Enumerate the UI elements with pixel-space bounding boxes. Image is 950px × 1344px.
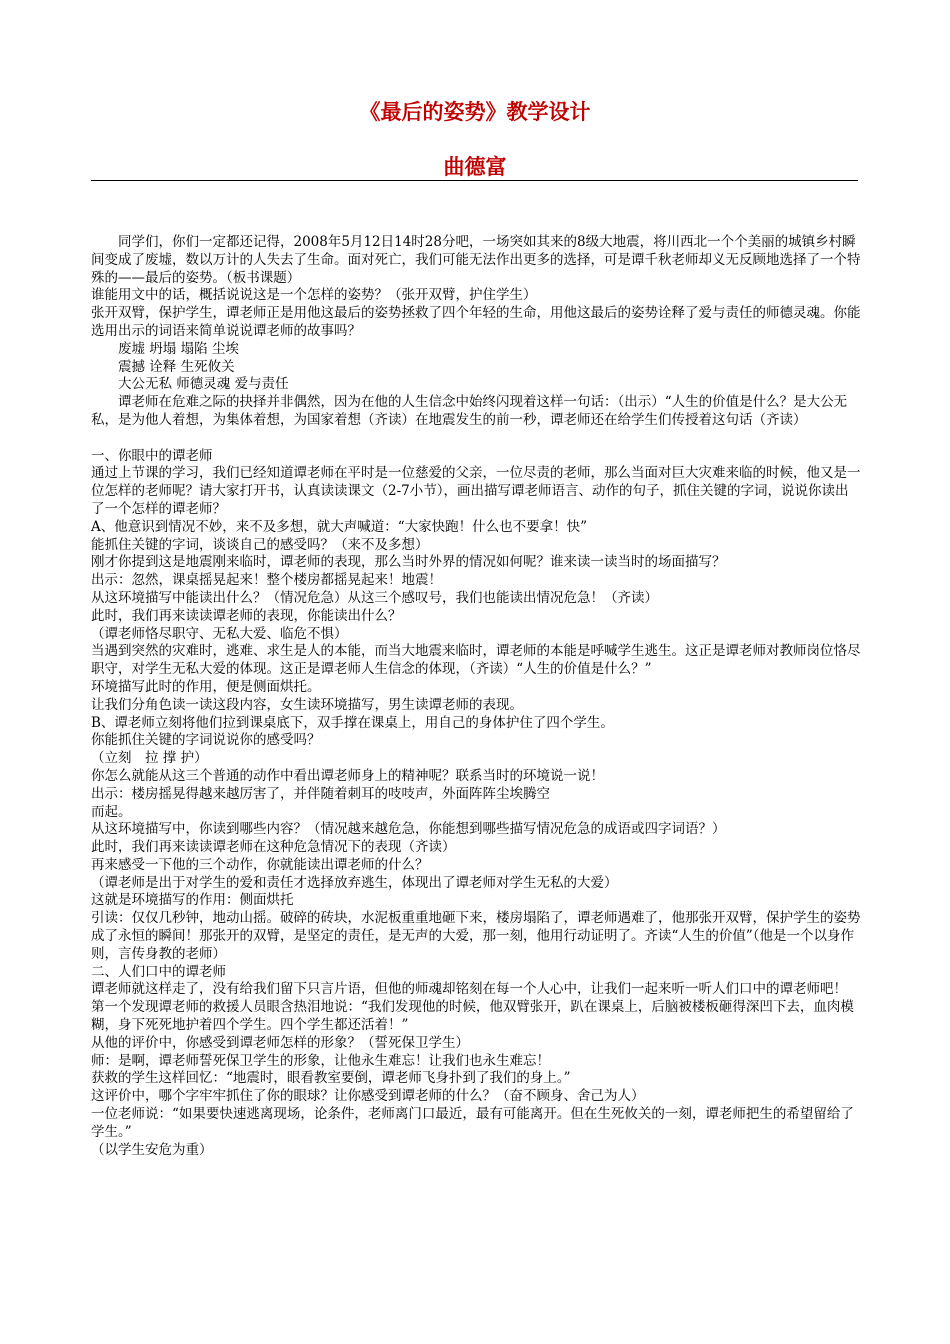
body-paragraph: 张开双臂，保护学生，谭老师正是用他这最后的姿势拯救了四个年轻的生命，用他这最后的姿势诠释了爱与责任的师德灵魂。你能选用出示的词语来简单说说谭老师的故事吗？ bbox=[91, 305, 861, 339]
body-paragraph: A、他意识到情况不妙，来不及多想，就大声喊道：“大家快跑！什么也不要拿！快” bbox=[91, 518, 588, 535]
document-body bbox=[91, 234, 861, 1159]
body-paragraph: 这就是环境描写的作用：侧面烘托 bbox=[91, 892, 294, 909]
body-paragraph: 引读：仅仅几秒钟，地动山摇。破碎的砖块，水泥板重重地砸下来，楼房塌陷了，谭老师遇难了，他那张开双臂，保护学生的姿势成了永恒的瞬间！那张开的双臂，是坚定的责任，是无声的大爱，那一刻，他用行动证明了。齐读“人生的价值”（他是一个以身作则，言传身教的老师） bbox=[91, 910, 861, 962]
document-title: 《最后的姿势》教学设计 bbox=[359, 100, 591, 124]
body-paragraph: 你怎么就能从这三个普通的动作中看出谭老师身上的精神呢？联系当时的环境说一说！ bbox=[91, 767, 604, 784]
body-paragraph: 第一个发现谭老师的救援人员眼含热泪地说：“我们发现他的时候，他双臂张开，趴在课桌上，后脑被楼板砸得深凹下去，血肉模糊，身下死死地护着四个学生。四个学生都还活着！” bbox=[91, 999, 854, 1034]
body-paragraph: 这评价中，哪个字牢牢抓住了你的眼球？让你感受到谭老师的什么？（奋不顾身、舍己为人） bbox=[91, 1088, 645, 1105]
document-author: 曲德富 bbox=[443, 155, 507, 179]
title-divider bbox=[91, 180, 858, 181]
body-paragraph: 从他的评价中，你感受到谭老师怎样的形象？（誓死保卫学生） bbox=[91, 1034, 469, 1051]
blank-line bbox=[91, 430, 861, 448]
body-paragraph: （谭老师是出于对学生的爱和责任才选择放弃逃生，体现出了谭老师对学生无私的大爱） bbox=[91, 874, 618, 891]
body-paragraph: 能抓住关键的字词，谈谈自己的感受吗？（来不及多想） bbox=[91, 536, 429, 553]
body-paragraph: （以学生安危为重） bbox=[91, 1141, 213, 1158]
body-paragraph: 当遇到突然的灾难时，逃难、求生是人的本能，而当大地震来临时，谭老师的本能是呼喊学生逃生。这正是谭老师对教师岗位恪尽职守，对学生无私大爱的体现。这正是谭老师人生信念的体现，（齐读）“人生的价值是什么？” bbox=[91, 643, 861, 678]
body-paragraph: 废墟 坍塌 塌陷 尘埃 bbox=[118, 340, 239, 357]
body-paragraph: 从这环境描写中能读出什么？（情况危急）从这三个感叹号，我们也能读出情况危急！（齐读） bbox=[91, 589, 658, 606]
body-paragraph: 再来感受一下他的三个动作，你就能读出谭老师的什么？ bbox=[91, 856, 429, 873]
body-paragraph: 刚才你提到这是地震刚来临时，谭老师的表现，那么当时外界的情况如何呢？谁来读一读当时的场面描写？ bbox=[91, 554, 726, 571]
body-paragraph: 此时，我们再来读读谭老师在这种危急情况下的表现（齐读） bbox=[91, 839, 456, 856]
body-paragraph: 环境描写此时的作用，便是侧面烘托。 bbox=[91, 678, 321, 695]
body-paragraph: 谁能用文中的话，概括说说这是一个怎样的姿势？（张开双臂，护住学生） bbox=[91, 287, 537, 304]
body-paragraph: B、谭老师立刻将他们拉到课桌底下，双手撑在课桌上，用自己的身体护住了四个学生。 bbox=[91, 714, 614, 731]
body-paragraph: 出示：忽然，课桌摇晃起来！整个楼房都摇晃起来！地震！ bbox=[91, 572, 442, 589]
body-paragraph: 二、人们口中的谭老师 bbox=[91, 963, 226, 980]
body-paragraph: （谭老师恪尽职守、无私大爱、临危不惧） bbox=[91, 625, 348, 642]
body-paragraph: 你能抓住关键的字词说说你的感受吗？ bbox=[91, 732, 321, 749]
body-paragraph: 一、你眼中的谭老师 bbox=[91, 447, 213, 464]
body-paragraph: 而起。 bbox=[91, 803, 132, 820]
body-paragraph: 出示：楼房摇晃得越来越厉害了，并伴随着刺耳的吱吱声，外面阵阵尘埃腾空 bbox=[91, 785, 550, 802]
body-paragraph: 大公无私 师德灵魂 爱与责任 bbox=[118, 376, 289, 393]
body-paragraph: 谭老师在危难之际的抉择并非偶然，因为在他的人生信念中始终闪现着这样一句话：（出示）“人生的价值是什么？是大公无私，是为他人着想，为集体着想，为国家着想（齐读）在地震发生的前一秒，谭老师还在给学生们传授着这句话（齐读） bbox=[91, 394, 848, 428]
body-paragraph: 此时，我们再来读读谭老师的表现，你能读出什么？ bbox=[91, 607, 402, 624]
body-paragraph: 获救的学生这样回忆：“地震时，眼看教室要倒，谭老师飞身扑到了我们的身上。” bbox=[91, 1070, 571, 1087]
body-paragraph: 师：是啊，谭老师誓死保卫学生的形象，让他永生难忘！让我们也永生难忘！ bbox=[91, 1052, 550, 1069]
body-paragraph: 震撼 诠释 生死攸关 bbox=[118, 358, 235, 375]
body-paragraph: 谭老师就这样走了，没有给我们留下只言片语，但他的师魂却铭刻在每一个人心中，让我们一起来听一听人们口中的谭老师吧！ bbox=[91, 981, 847, 998]
body-paragraph: 同学们，你们一定都还记得，2008年5月12日14时28分吧，一场突如其来的8级大地震，将川西北一个个美丽的城镇乡村瞬间变成了废墟，数以万计的人失去了生命。面对死亡，我们可能无法作出更多的选择，可是谭千秋老师却义无反顾地选择了一个特殊的——最后的姿势。（板书课题） bbox=[91, 234, 861, 286]
body-paragraph: （立刻 拉 撑 护） bbox=[91, 750, 208, 767]
body-paragraph: 一位老师说：“如果要快速逃离现场，论条件，老师离门口最近，最有可能离开。但在生死攸关的一刻，谭老师把生的希望留给了学生。” bbox=[91, 1106, 854, 1140]
body-paragraph: 通过上节课的学习，我们已经知道谭老师在平时是一位慈爱的父亲，一位尽责的老师，那么当面对巨大灾难来临的时候，他又是一位怎样的老师呢？请大家打开书，认真读读课文（2-7小节），画出描写谭老师语言、动作的句子，抓住关键的字词，说说你读出了一个怎样的谭老师？ bbox=[91, 465, 861, 517]
body-paragraph: 从这环境描写中，你读到哪些内容？（情况越来越危急，你能想到哪些描写情况危急的成语或四字词语？） bbox=[91, 821, 726, 838]
body-paragraph: 让我们分角色读一读这段内容，女生读环境描写，男生读谭老师的表现。 bbox=[91, 696, 523, 713]
